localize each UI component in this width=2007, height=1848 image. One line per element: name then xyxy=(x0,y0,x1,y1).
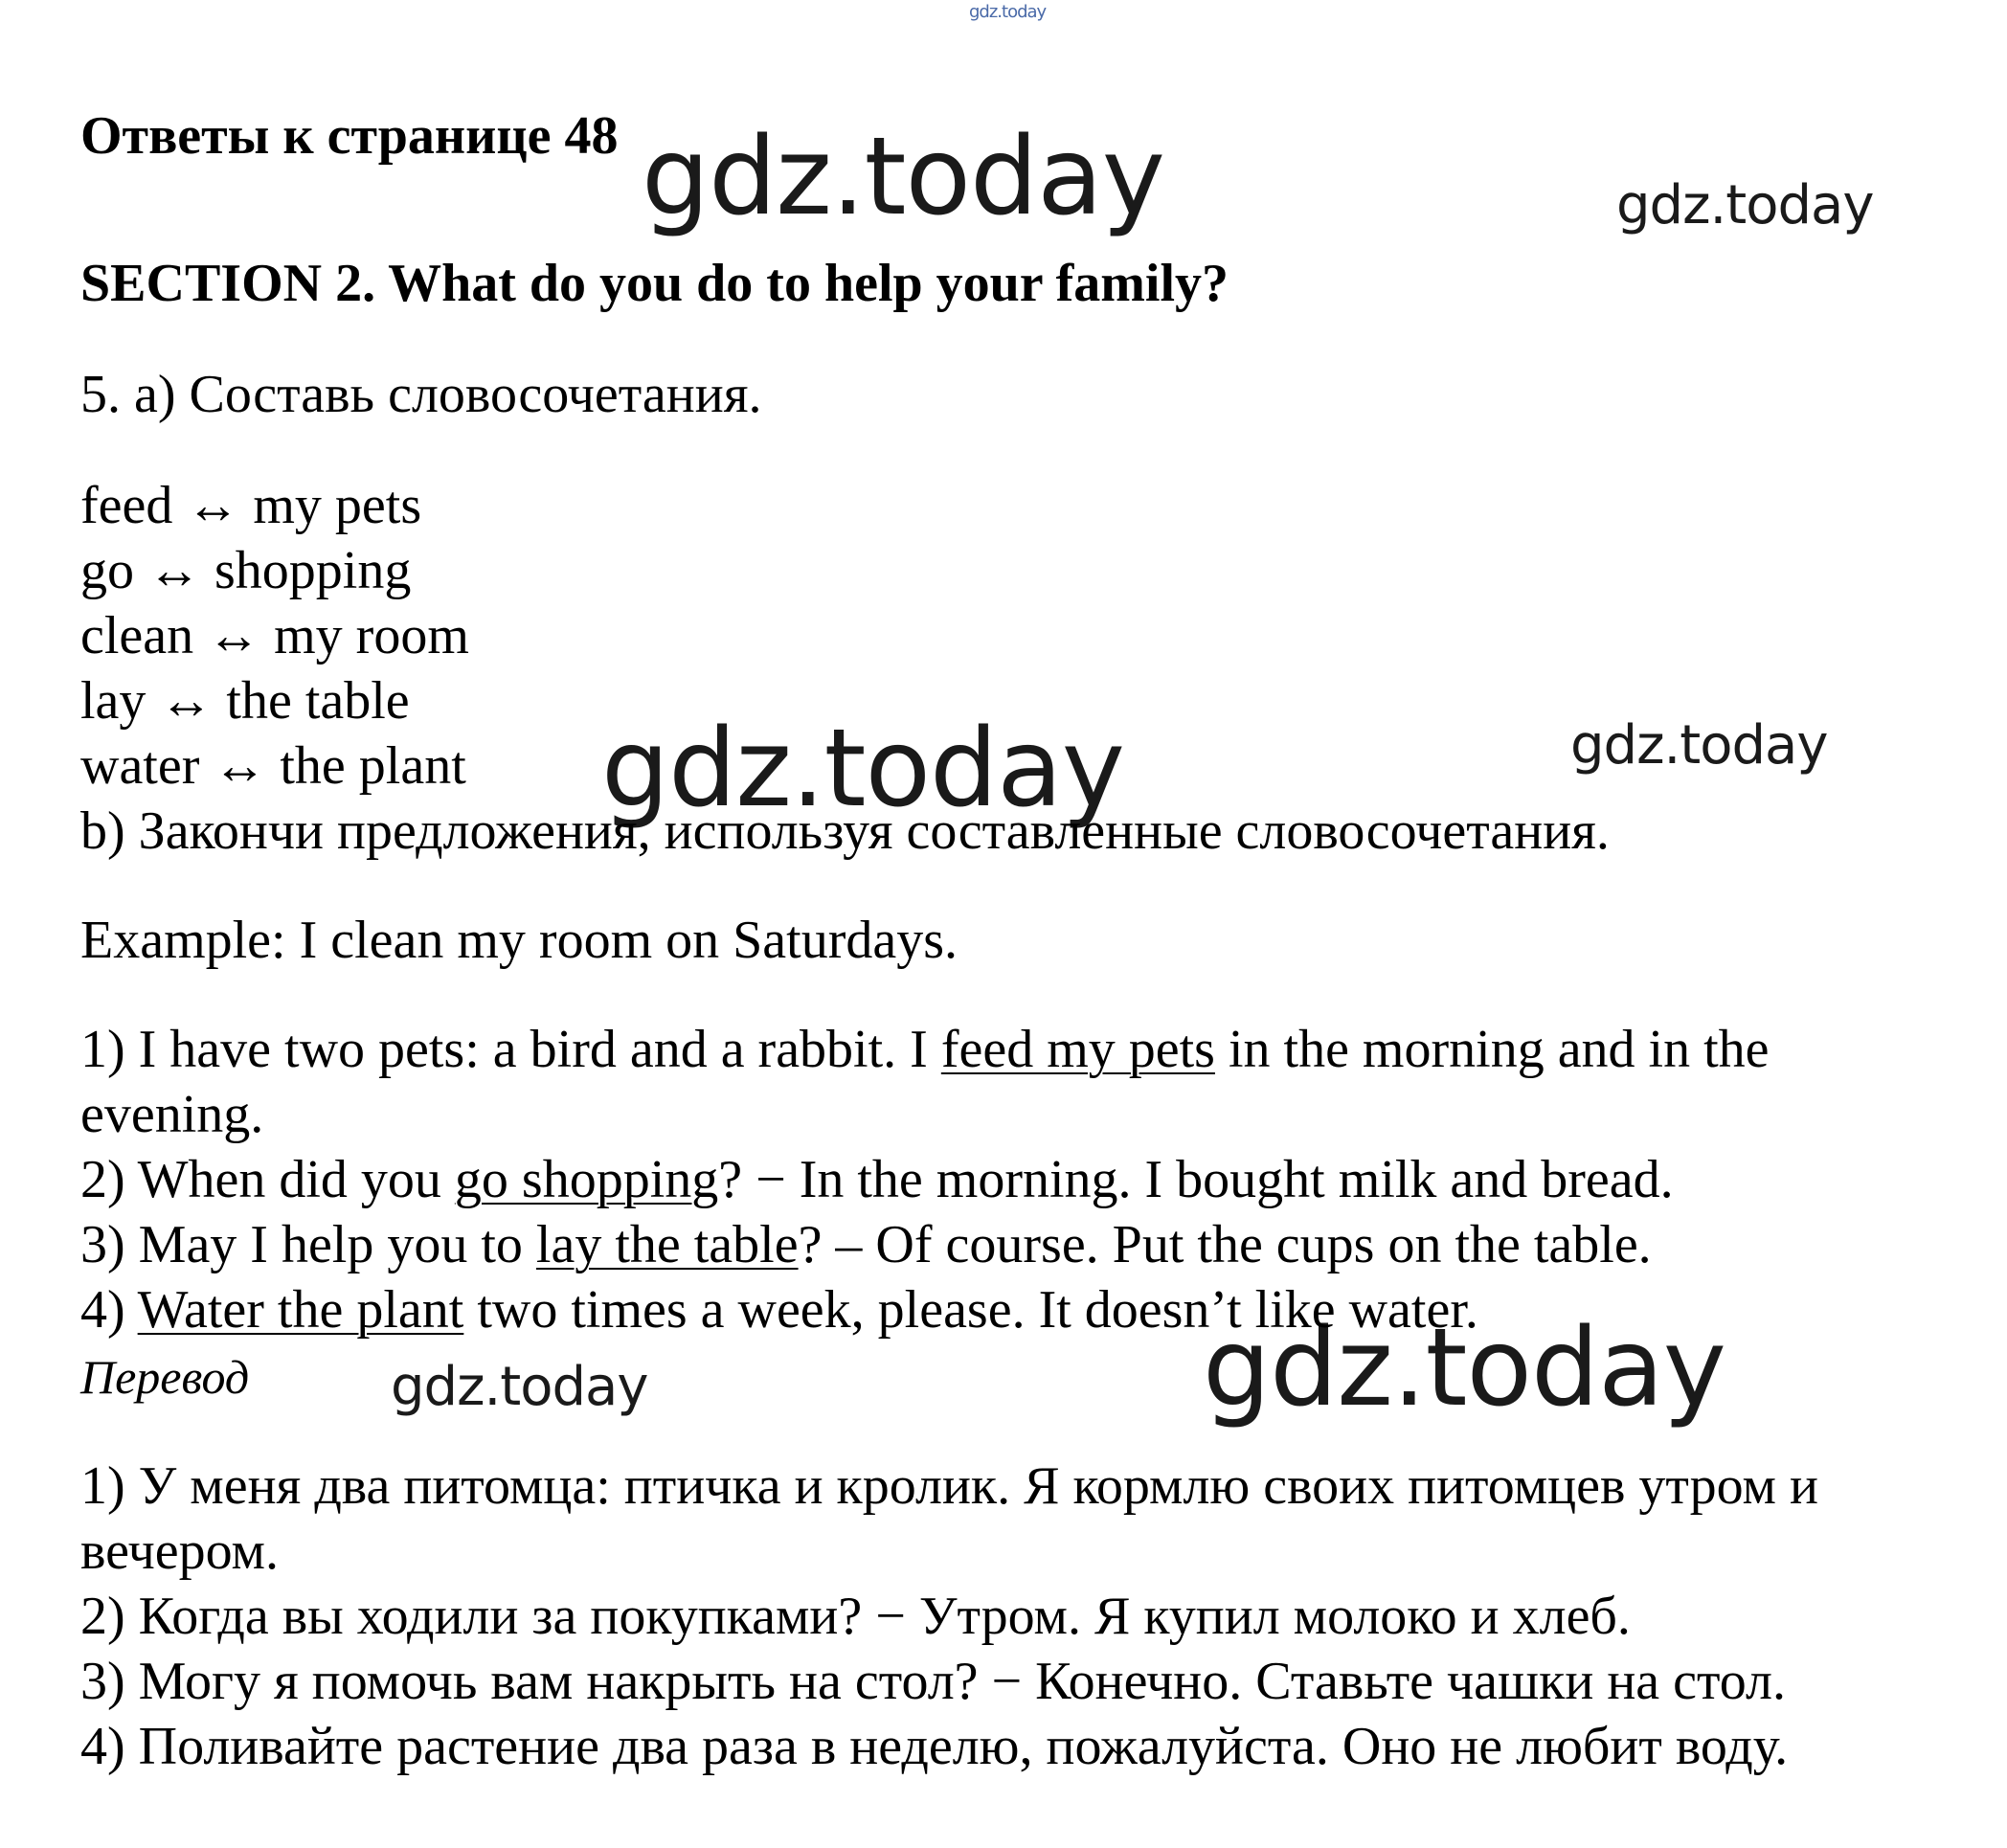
translation-4: 4) Поливайте растение два раза в неделю, пожалуйста. Оно не любит воду. xyxy=(80,1717,1789,1776)
pair-arrow: ↔ xyxy=(159,671,214,731)
translation-label: Перевод xyxy=(80,1350,250,1404)
task-b-heading: b) Закончи предложения, используя составленные словосочетания. xyxy=(80,801,1610,861)
watermark-5: gdz.today xyxy=(391,1356,648,1418)
pair-object: my pets xyxy=(253,476,422,535)
watermark-3: gdz.today xyxy=(601,707,1125,831)
sentence-1-cont: evening. xyxy=(80,1085,264,1144)
pair-verb: clean xyxy=(80,606,194,665)
task-a-heading: 5. a) Составь словосочетания. xyxy=(80,365,762,424)
pair-5 xyxy=(80,733,466,799)
pair-object: the table xyxy=(226,671,410,731)
sentence-2: 2) When did you go shopping? − In the morning. I bought milk and bread. xyxy=(80,1150,1674,1209)
watermark-6: gdz.today xyxy=(1203,1306,1726,1431)
pair-verb: go xyxy=(80,541,134,600)
pair-1 xyxy=(80,473,421,538)
sentence-4: 4) Water the plant two times a week, please. It doesn’t like water. xyxy=(80,1280,1478,1340)
watermark-top: gdz.today xyxy=(969,2,1047,22)
pair-verb: lay xyxy=(80,671,147,731)
pair-object: my room xyxy=(274,606,469,665)
watermark-4: gdz.today xyxy=(1570,714,1828,777)
section-heading: SECTION 2. What do you do to help your family? xyxy=(80,254,1229,313)
translation-2: 2) Когда вы ходили за покупками? − Утром. Я купил молоко и хлеб. xyxy=(80,1587,1631,1646)
answer-2: go shopping xyxy=(454,1150,719,1209)
example-sentence: Example: I clean my room on Saturdays. xyxy=(80,911,958,970)
watermark-1: gdz.today xyxy=(642,115,1165,239)
pair-arrow: ↔ xyxy=(213,736,267,796)
pair-object: the plant xyxy=(280,736,466,796)
watermark-2: gdz.today xyxy=(1616,174,1874,237)
answer-1: feed my pets xyxy=(940,1020,1215,1079)
translation-1: 1) У меня два питомца: птичка и кролик. Я кормлю своих питомцев утром и xyxy=(80,1456,1818,1516)
translation-3: 3) Могу я помочь вам накрыть на стол? − Конечно. Ставьте чашки на стол. xyxy=(80,1652,1786,1711)
pair-object: shopping xyxy=(214,541,412,600)
pair-verb: feed xyxy=(80,476,173,535)
pair-arrow: ↔ xyxy=(186,476,240,535)
sentence-1: 1) I have two pets: a bird and a rabbit. I feed my pets in the morning and in the xyxy=(80,1020,1770,1079)
pair-arrow: ↔ xyxy=(207,606,261,665)
translation-1-cont: вечером. xyxy=(80,1521,279,1581)
answer-4: Water the plant xyxy=(137,1280,464,1340)
pair-verb: water xyxy=(80,736,200,796)
pair-3 xyxy=(80,603,469,668)
pair-4 xyxy=(80,668,410,733)
sentence-3: 3) May I help you to lay the table? – Of course. Put the cups on the table. xyxy=(80,1215,1652,1274)
pair-arrow: ↔ xyxy=(147,541,201,600)
answer-3: lay the table xyxy=(535,1215,799,1274)
page-title: Ответы к странице 48 xyxy=(80,106,619,166)
pair-2 xyxy=(80,538,411,603)
